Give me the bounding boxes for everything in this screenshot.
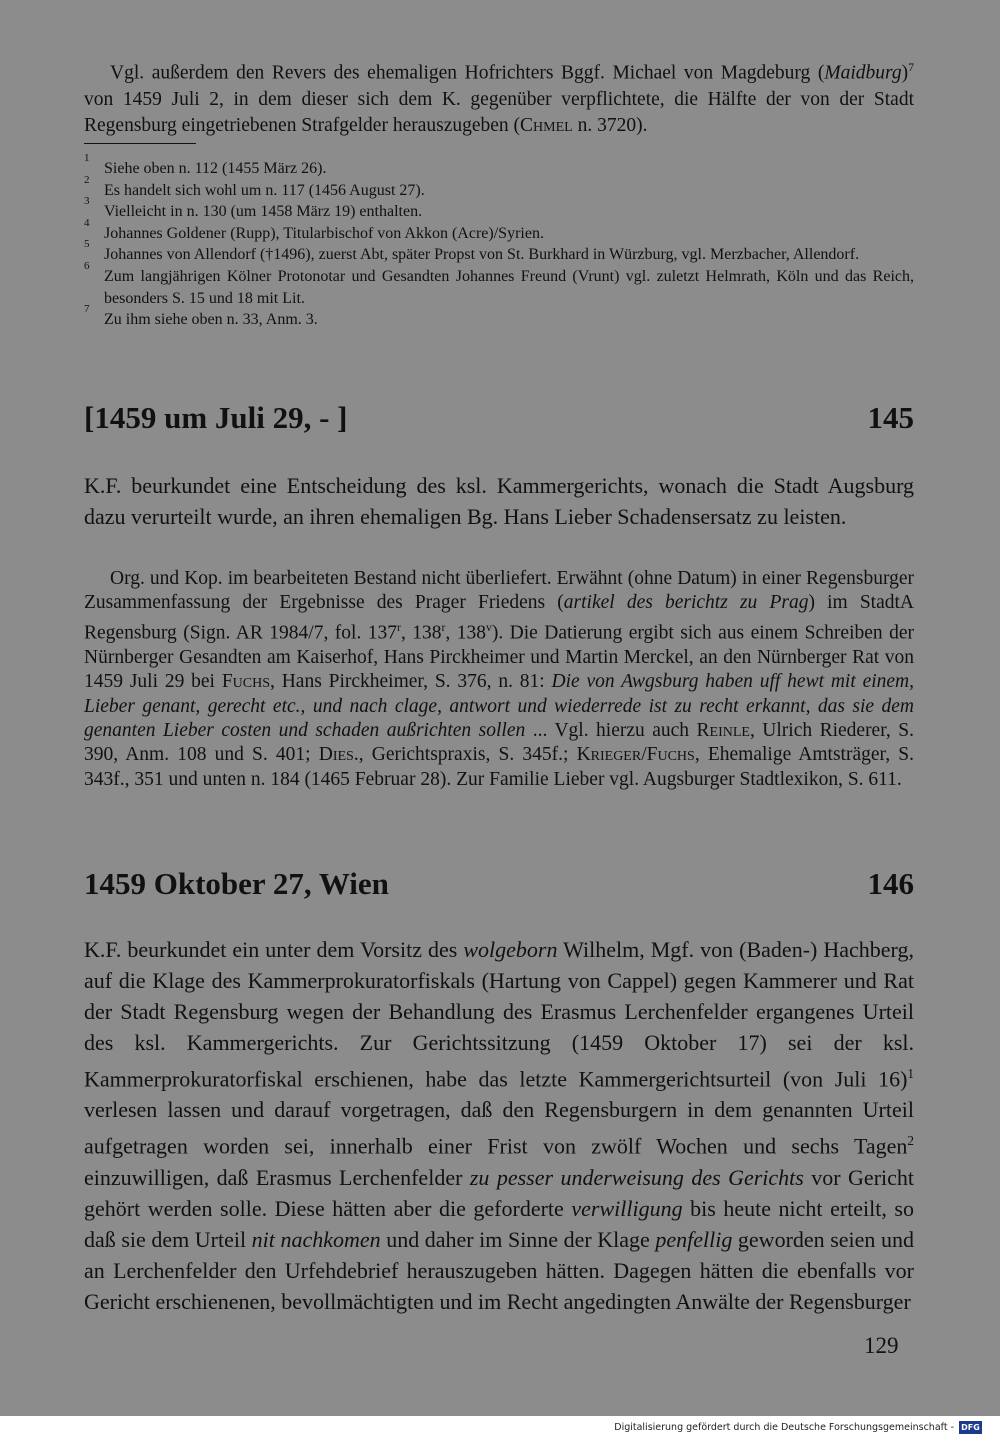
entry-145-heading xyxy=(84,400,914,436)
entry-146-heading xyxy=(84,866,914,902)
footnote-ref: 1 xyxy=(907,1066,914,1081)
footnote-separator xyxy=(84,143,196,144)
footnote-7: 7 Zu ihm siehe oben n. 33, Anm. 3. xyxy=(84,303,318,329)
footnote-list xyxy=(84,152,914,331)
entry-146-summary: K.F. beurkundet ein unter dem Vorsitz des wolgeborn Wilhelm, Mgf. von (Baden-) Hachberg, auf die Klage des Kammerprokuratorfiskals (Hartung von Cappel) gegen Kammerer und Rat der Stadt Regensburg wegen der Behandlung des Erasmus Lerchenfelder ergangenes Urteil des ksl. Kammergerichts. Zur Gerichtssitzung (1459 Oktober 17) sei der ksl. Kammerprokuratorfiskal erschienen, habe das letzte Kammergerichtsurteil (von Juli 16)$^1$ verlesen lassen und darauf vorgetragen, daß den Regensburgern in dem genannten Urteil aufgetragen worden sei, innerhalb einer Frist von zwölf Wochen und sechs Tagen$^2$ einzuwilligen, daß Erasmus Lerchenfelder zu pesser underweisung des Gerichts vor Gericht gehört werden solle. Diese hätten aber die geforderte verwilligung bis heute nicht erteilt, so daß sie dem Urteil nit nachkomen und daher im Sinne der Klage penfellig geworden seien und an Lerchenfelder den Urfehdebrief herauszugeben hätten. Dagegen hätten die ebenfalls vor Gericht erschienenen, bevollmächtigten und im Recht angedingten Anwälte der Regensburger xyxy=(84,937,915,1314)
entry-145-date: [1459 um Juli 29, - ] xyxy=(84,400,348,435)
footnote-5: 5 Johannes von Allendorf (†1496), zuerst Abt, später Propst von St. Burkhard in Würzburg, vgl. Merzbacher, Allendorf. xyxy=(84,238,860,264)
entry-145-quote: Die von Awgsburg haben uff hewt mit einem, Lieber genant, gerecht etc., und nach clage, antwort und wiederrede ist zu recht erkannt, das sie dem genanten Lieber costen und schaden außrichten sollen xyxy=(84,671,915,741)
footnote-1: 1 Siehe oben n. 112 (1455 März 26). xyxy=(84,152,327,177)
footnote-6: 6 Zum langjährigen Kölner Protonotar und Gesandten Johannes Freund (Vrunt) vgl. zuletzt Helmrath, Köln und das Reich, besonders S. 15 und 18 mit Lit. xyxy=(84,259,914,307)
page-number: 129 xyxy=(864,1333,899,1358)
entry-146-date: 1459 Oktober 27, Wien xyxy=(84,866,389,901)
footnote-ref: 2 xyxy=(907,1133,914,1149)
digitization-footer xyxy=(614,1421,982,1434)
dfg-logo-icon: DFG xyxy=(959,1421,982,1434)
entry-145-number: 145 xyxy=(867,400,914,435)
footnote-3: 3 Vielleicht in n. 130 (um 1458 März 19) enthalten. xyxy=(84,195,423,221)
intro-italic: Maidburg xyxy=(824,62,902,84)
footnote-ref: 7 xyxy=(908,61,914,74)
footer-text: Digitalisierung gefördert durch die Deutsche Forschungsgemeinschaft - xyxy=(614,1422,954,1433)
entry-145-summary: K.F. beurkundet eine Entscheidung des ksl. Kammergerichts, wonach die Stadt Augsburg dazu verurteilt wurde, an ihren ehemaligen Bg. Hans Lieber Schadensersatz zu leisten. xyxy=(84,473,914,529)
author-ref: Chmel xyxy=(520,114,573,136)
footnote-2: 2 Es handelt sich wohl um n. 117 (1456 August 27). xyxy=(84,173,425,199)
entry-146-number: 146 xyxy=(867,866,914,901)
intro-paragraph: Vgl. außerdem den Revers des ehemaligen Hofrichters Bggf. Michael von Magdeburg (Maidburg)$^7$ von 1459 Juli 2, in dem dieser sich dem K. gegenüber verpflichtete, die Hälfte der von der Stadt Regensburg eingetriebenen Strafgelder herauszugeben (Chmel n. 3720). xyxy=(84,61,914,136)
entry-145-source: Org. und Kop. im bearbeiteten Bestand nicht überliefert. Erwähnt (ohne Datum) in einer Regensburger Zusammenfassung der Ergebnisse des Prager Friedens (artikel des berichtz zu Prag) im StadtA Regensburg (Sign. AR 1984/7, fol. 137$^r$, 138$^r$, 138$^v$). Die Datierung ergibt sich aus einem Schreiben der Nürnberger Gesandten am Kaiserhof, Hans Pirckheimer und Martin Merckel, an den Nürnberger Rat von 1459 Juli 29 bei Fuchs, Hans Pirckheimer, S. 376, n. 81: Die von Awgsburg haben uff hewt mit einem, Lieber genant, gerecht etc., und nach clage, antwort und wiederrede ist zu recht erkannt, das sie dem genanten Lieber costen und schaden außrichten sollen ... Vgl. hierzu auch Reinle, Ulrich Riederer, S. 390, Anm. 108 und S. 401; Dies., Gerichtspraxis, S. 345f.; Krieger/Fuchs, Ehemalige Amtsträger, S. 343f., 351 und unten n. 184 (1465 Februar 28). Zur Familie Lieber vgl. Augsburger Stadtlexikon, S. 611. xyxy=(84,568,915,790)
footnote-4: 4 Johannes Goldener (Rupp), Titularbischof von Akkon (Acre)/Syrien. xyxy=(84,216,544,242)
